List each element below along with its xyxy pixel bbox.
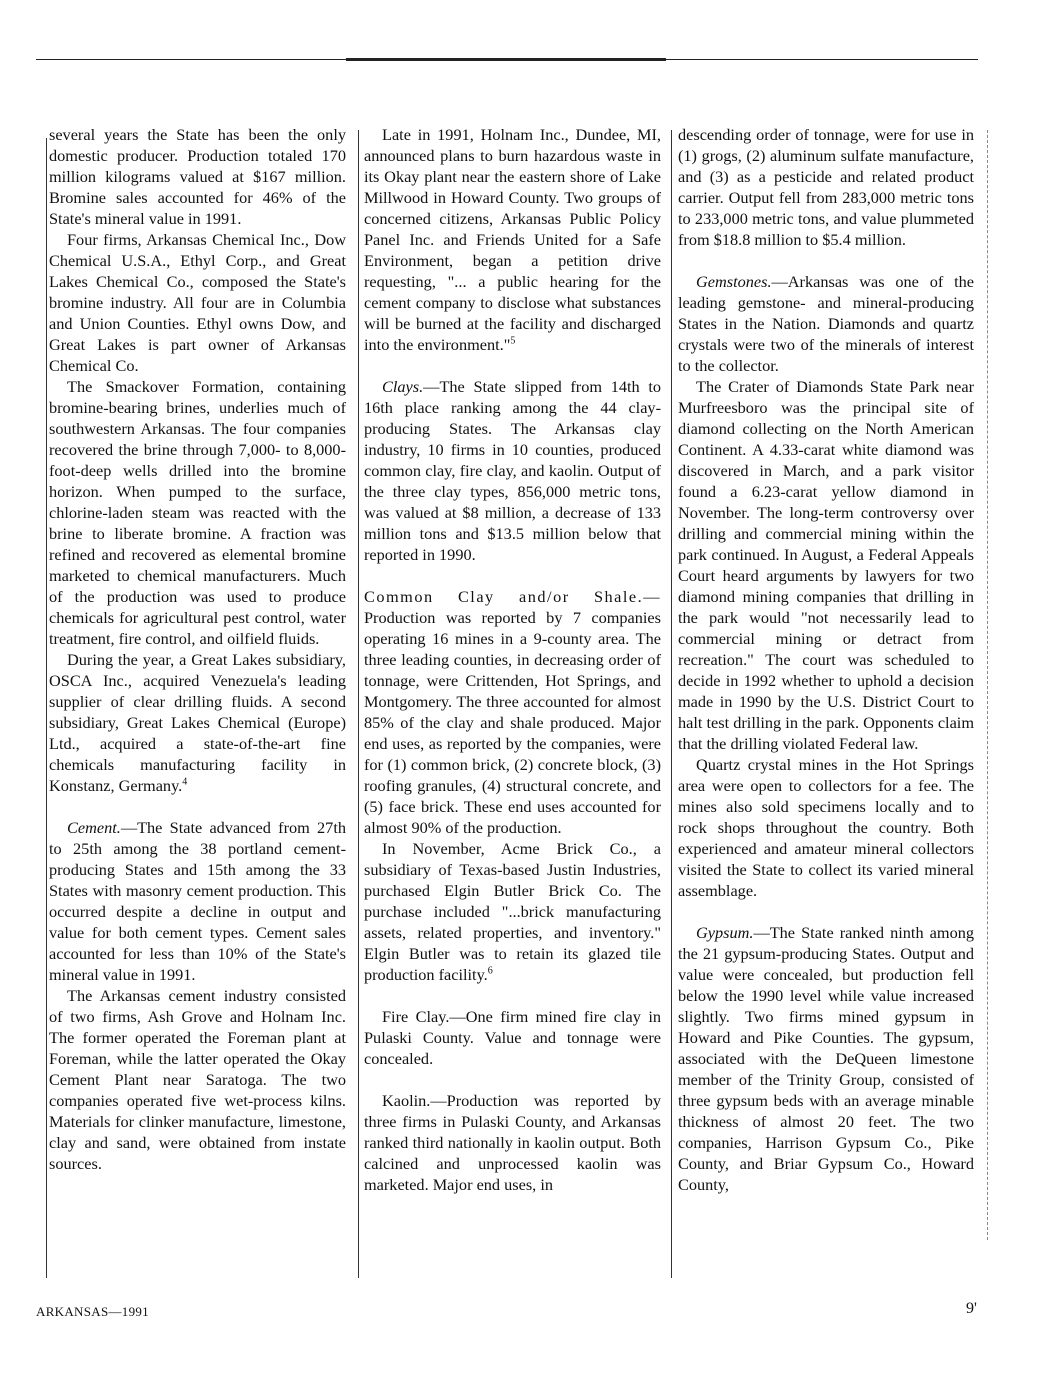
column-divider-left [46,138,47,1278]
paragraph-text: —The State advanced from 27th to 25th among the 38 portland cement-producing States and 15th among the 33 States with masonry cement production. This occurred despite a decline in output and value for both cement types. Cement sales accounted for less than 10% of the State's mineral value in 1991. [49,818,346,984]
column-divider-middle-left [358,130,359,1278]
section-clays [364,376,661,565]
page-number: 9' [966,1300,977,1317]
paragraph-text: —The State slipped from 14th to 16th place ranking among the 44 clay-producing States. The Arkansas clay industry, 10 firms in 10 counties, produced common clay, fire clay, and kaolin. Output of the three clay types, 856,000 metric tons, was valued at $8 million, a decrease of 133 million tons and $13.5 million below that reported in 1990. [364,377,661,564]
section-heading: Common Clay and/or Shale.— [364,587,661,606]
section-kaolin [364,1090,661,1195]
section-heading: Cement. [67,818,121,837]
section-common-clay [364,586,661,838]
column-2 [364,124,661,1195]
paragraph: The Smackover Formation, containing bromine-bearing brines, underlies much of southwestern Arkansas. The four companies recovered the brine through 7,000- to 8,000-foot-deep wells drilled into the bromine horizon. When pumped to the surface, chlorine-laden steam was reacted with the brine to liberate bromine. A fraction was refined and recovered as elemental bromine marketed to chemical manufacturers. Much of the production was used to produce chemicals for agricultural pest control, water treatment, fire control, and oilfield fluids. [49,377,346,648]
section-fire-clay [364,1006,661,1069]
paragraph-text: During the year, a Great Lakes subsidiary, OSCA Inc., acquired Venezuela's leading supplier of clear drilling fluids. A second subsidiary, Great Lakes Chemical (Europe) Ltd., acquired a state-of-the-art fine chemicals manufacturing facility in Konstanz, Germany. [49,650,346,795]
column-divider-right [987,130,988,1240]
section-heading: Clays. [382,377,424,396]
paragraph: descending order of tonnage, were for use in (1) grogs, (2) aluminum sulfate manufacture, and (3) as a pesticide and related product carrier. Output fell from 283,000 metric tons to 233,000 metric tons, and value plummeted from $18.8 million to $5.4 million. [678,125,974,249]
paragraph: several years the State has been the only domestic producer. Production totaled 170 million kilograms valued at $167 million. Bromine sales accounted for 46% of the State's mineral value in 1991. [49,125,346,228]
column-divider-middle-right [671,130,672,1278]
section-gypsum [678,922,974,1195]
running-footer: ARKANSAS—1991 [36,1304,149,1319]
paragraph [364,124,661,355]
header-rule-accent [346,58,666,61]
paragraph-text: In November, Acme Brick Co., a subsidiary of Texas-based Justin Industries, purchased Elgin Butler Brick Co. The purchase included "...brick manufacturing assets, related properties, and inventory." Elgin Butler was to retain its glazed tile production facility. [364,839,661,984]
paragraph-text: —Production was reported by three firms in Pulaski County, and Arkansas ranked third nationally in kaolin output. Both calcined and unprocessed kaolin was marketed. Major end uses, in [364,1091,661,1194]
section-cement [49,817,346,985]
paragraph: Four firms, Arkansas Chemical Inc., Dow Chemical U.S.A., Ethyl Corp., and Great Lakes Chemical Co., composed the State's bromine industry. All four are in Columbia and Union Counties. Ethyl owns Dow, and Great Lakes is part owner of Arkansas Chemical Co. [49,230,346,375]
paragraph-text: —One firm mined fire clay in Pulaski County. Value and tonnage were concealed. [364,1007,661,1068]
footnote-ref: 6 [487,965,493,977]
paragraph: The Crater of Diamonds State Park near Murfreesboro was the principal site of diamond collecting on the North American Continent. A 4.33-carat white diamond was discovered in March, and a park visitor found a 6.23-carat yellow diamond in November. The long-term controversy over drilling and commercial mining within the park continued. In August, a Federal Appeals Court heard arguments by lawyers for two diamond mining companies that drilling in the park would "not necessarily lead to commercial mining or detract from recreation." The court was scheduled to decide in 1992 whether to uphold a decision made in 1990 by the U.S. District Court to halt test drilling in the park. Opponents claim that the drilling violated Federal law. [678,377,974,753]
section-gemstones [678,271,974,376]
paragraph-text: Late in 1991, Holnam Inc., Dundee, MI, announced plans to burn hazardous waste in its Okay plant near the eastern shore of Lake Millwood in Howard County. Two groups of concerned citizens, Arkansas Public Policy Panel Inc. and Friends United for a Safe Environment, began a petition drive requesting, "... a public hearing for the cement company to disclose what substances will be burned at the facility and discharged into the environment." [364,125,661,354]
section-heading: Kaolin. [382,1091,431,1110]
section-heading: Gypsum. [696,923,754,942]
column-1 [49,124,346,1174]
paragraph: The Arkansas cement industry consisted of two firms, Ash Grove and Holnam Inc. The former operated the Foreman plant at Foreman, while the latter operated the Okay Cement Plant near Saratoga. The two companies operated five wet-process kilns. Materials for clinker manufacture, limestone, clay and sand, were obtained from instate sources. [49,986,346,1173]
paragraph-text: —Arkansas was one of the leading gemstone- and mineral-producing States in the Nation. Diamonds and quartz crystals were two of the minerals of interest to the collector. [678,272,974,375]
paragraph [364,838,661,985]
paragraph [49,649,346,796]
paragraph-text: —The State ranked ninth among the 21 gypsum-producing States. Output and value were concealed, but production fell below the 1990 level while value increased slightly. Two firms mined gypsum in Howard and Pike Counties. The gypsum, associated with the DeQueen limestone member of the Trinity Group, consisted of three gypsum beds with an average minable thickness of almost 20 feet. The two companies, Harrison Gypsum Co., Pike County, and Briar Gypsum Co., Howard County, [678,923,974,1194]
section-heading: Gemstones. [696,272,772,291]
column-3 [678,124,974,1195]
paragraph-text: Production was reported by 7 companies operating 16 mines in a 9-county area. The three leading counties, in decreasing order of tonnage, were Crittenden, Hot Springs, and Montgomery. The three accounted for almost 85% of the clay and shale produced. Major end uses, as reported by the companies, were for (1) common brick, (2) concrete block, (3) roofing granules, (4) structural concrete, and (5) face brick. These end uses accounted for almost 90% of the production. [364,608,661,837]
footnote-ref: 5 [510,335,516,347]
section-heading: Fire Clay. [382,1007,450,1026]
footnote-ref: 4 [182,776,188,788]
paragraph: Quartz crystal mines in the Hot Springs area were open to collectors for a fee. The mines also sold specimens locally and to rock shops throughout the country. Both experienced and amateur mineral collectors visited the State to collect its varied mineral assemblage. [678,755,974,900]
